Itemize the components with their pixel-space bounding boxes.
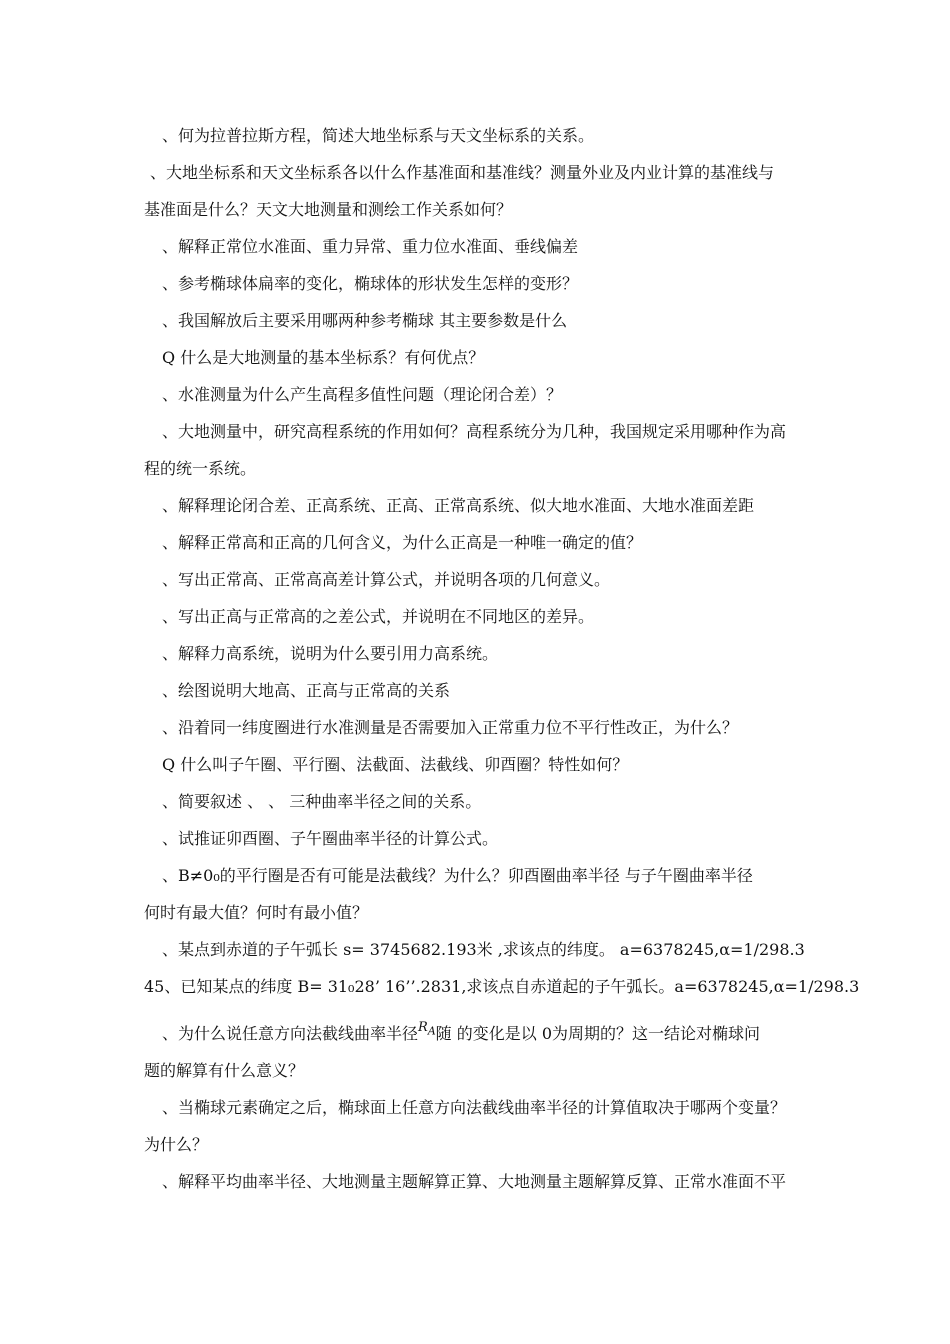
question-line: 何时有最大值？何时有最小值？ <box>144 903 369 922</box>
question-line: 、解释理论闭合差、正高系统、正高、正常高系统、似大地水准面、大地水准面差距 <box>162 496 755 515</box>
question-line: 、大地坐标系和天文坐标系各以什么作基准面和基准线？测量外业及内业计算的基准线与 <box>150 163 775 182</box>
question-line: 、当椭球元素确定之后，椭球面上任意方向法截线曲率半径的计算值取决于哪两个变量？ <box>162 1098 787 1117</box>
question-line: 、绘图说明大地高、正高与正常高的关系 <box>162 681 451 700</box>
question-line: Q 什么是大地测量的基本坐标系？有何优点？ <box>162 348 485 367</box>
question-line: 、写出正常高、正常高高差计算公式，并说明各项的几何意义。 <box>162 570 611 589</box>
question-line: 、某点到赤道的子午弧长 s= 3745682.193米 ,求该点的纬度。 a=6378245,α=1/298.3 <box>162 940 805 959</box>
question-line: 45、已知某点的纬度 B= 31₀28’ 16’’.2831,求该点自赤道起的子午弧长。a=6378245,α=1/298.3 <box>144 977 860 996</box>
question-line: 、B≠0₀的平行圈是否有可能是法截线？为什么？卯酉圈曲率半径 与子午圈曲率半径 <box>162 866 753 885</box>
question-line: 、解释平均曲率半径、大地测量主题解算正算、大地测量主题解算反算、正常水准面不平 <box>162 1172 787 1191</box>
question-line: 、沿着同一纬度圈进行水准测量是否需要加入正常重力位不平行性改正，为什么？ <box>162 718 739 737</box>
question-line: 、水准测量为什么产生高程多值性问题（理论闭合差）？ <box>162 385 563 404</box>
question-line: 、大地测量中，研究高程系统的作用如何？高程系统分为几种，我国规定采用哪种作为高 <box>162 422 787 441</box>
question-line: 、何为拉普拉斯方程，简述大地坐标系与天文坐标系的关系。 <box>162 126 595 145</box>
question-line: 、参考椭球体扁率的变化，椭球体的形状发生怎样的变形？ <box>162 274 579 293</box>
question-line: Q 什么叫子午圈、平行圈、法截面、法截线、卯酉圈？特性如何？ <box>162 755 629 774</box>
question-line: 基准面是什么？天文大地测量和测绘工作关系如何？ <box>144 200 513 219</box>
question-line: 题的解算有什么意义？ <box>144 1061 305 1080</box>
question-line: 、试推证卯酉圈、子午圈曲率半径的计算公式。 <box>162 829 499 848</box>
question-line: 、解释正常位水准面、重力异常、重力位水准面、垂线偏差 <box>162 237 579 256</box>
question-line: 、简要叙述 、 、 三种曲率半径之间的关系。 <box>162 792 482 811</box>
question-line: 、写出正高与正常高的之差公式，并说明在不同地区的差异。 <box>162 607 595 626</box>
question-line: 程的统一系统。 <box>144 459 257 478</box>
question-line: 、解释正常高和正高的几何含义，为什么正高是一种唯一确定的值？ <box>162 533 643 552</box>
question-line: 为什么？ <box>144 1135 209 1154</box>
question-line-with-formula <box>162 1020 760 1050</box>
curvature-radius-symbol: RA <box>418 1020 436 1038</box>
question-line: 、解释力高系统，说明为什么要引用力高系统。 <box>162 644 499 663</box>
question-line: 、我国解放后主要采用哪两种参考椭球 其主要参数是什么 <box>162 311 568 330</box>
question-text-continued: 随 的变化是以 0为周期的？这一结论对椭球问 <box>435 1024 760 1043</box>
question-text: 、为什么说任意方向法截线曲率半径 <box>162 1024 419 1043</box>
